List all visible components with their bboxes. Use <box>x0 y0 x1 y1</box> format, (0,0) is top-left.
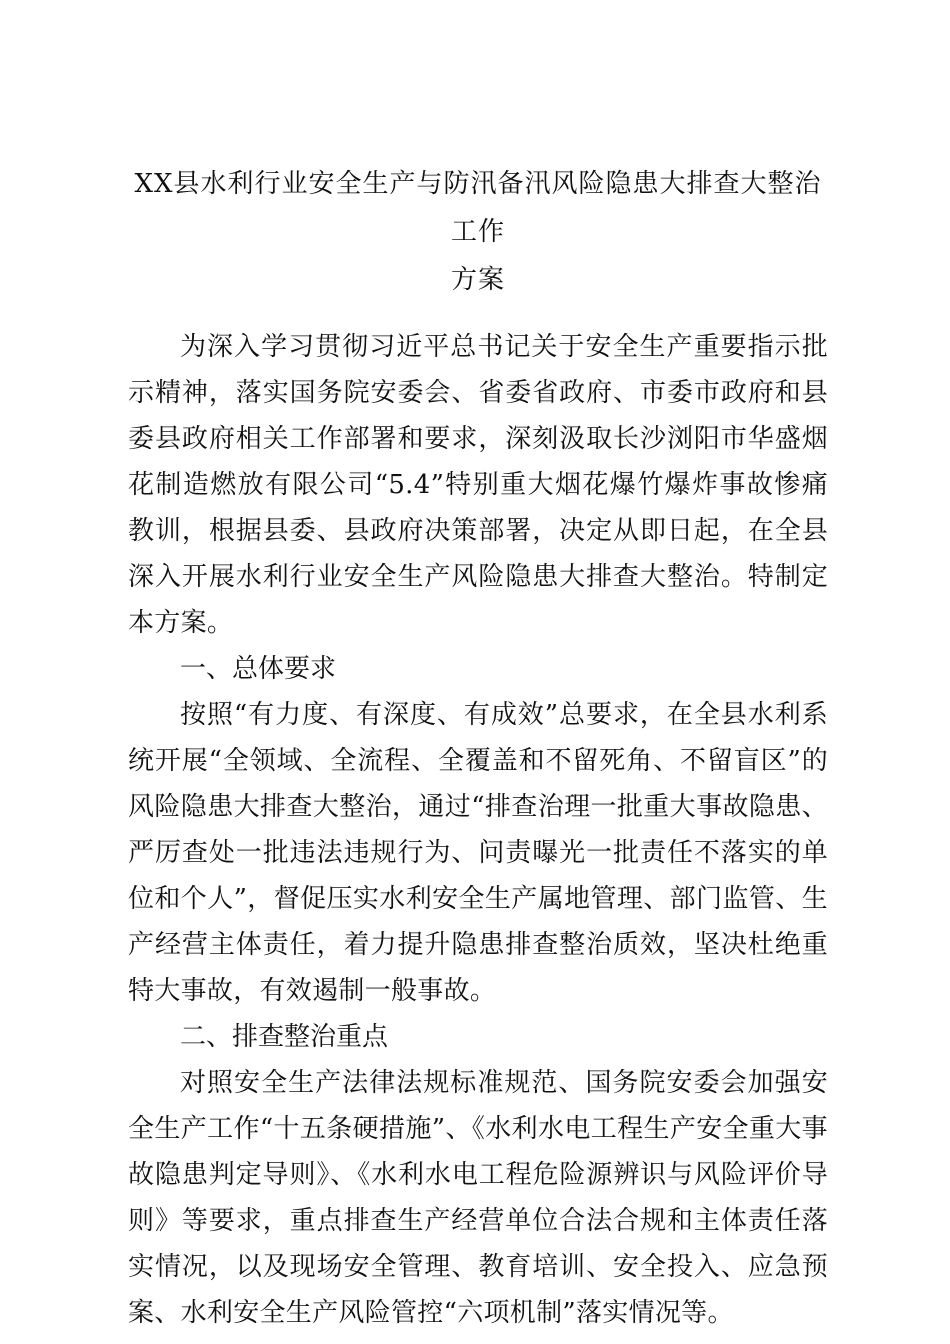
document-page <box>128 160 828 1336</box>
section2-paragraph: 对照安全生产法律法规标准规范、国务院安委会加强安全生产工作“十五条硬措施”、《水利水电工程生产安全重大事故隐患判定导则》、《水利水电工程危险源辨识与风险评价导则》等要求，重点排查生产经营单位合法合规和主体责任落实情况，以及现场安全管理、教育培训、安全投入、应急预案、水利安全生产风险管控“六项机制”落实情况等。 <box>128 1068 828 1328</box>
intro-paragraph: 为深入学习贯彻习近平总书记关于安全生产重要指示批示精神，落实国务院安委会、省委省政府、市委市政府和县委县政府相关工作部署和要求，深刻汲取长沙浏阳市华盛烟花制造燃放有限公司“5.4”特别重大烟花爆竹爆炸事故惨痛教训，根据县委、县政府决策部署，决定从即日起，在全县深入开展水利行业安全生产风险隐患大排查大整治。特制定本方案。 <box>128 332 828 638</box>
document-title <box>128 160 828 304</box>
document-title-line2: 方案 <box>450 265 505 295</box>
section2-heading: 二、排查整治重点 <box>180 1022 389 1052</box>
section1-paragraph: 按照“有力度、有深度、有成效”总要求，在全县水利系统开展“全领域、全流程、全覆盖和不留死角、不留盲区”的风险隐患大排查大整治，通过“排查治理一批重大事故隐患、严厉查处一批违法违规行为、问责曝光一批责任不落实的单位和个人”，督促压实水利安全生产属地管理、部门监管、生产经营主体责任，着力提升隐患排查整治质效，坚决杜绝重特大事故，有效遏制一般事故。 <box>128 700 828 1006</box>
section1-heading: 一、总体要求 <box>180 654 337 684</box>
document-title-line1: XX县水利行业安全生产与防汛备汛风险隐患大排查大整治工作 <box>134 169 822 247</box>
